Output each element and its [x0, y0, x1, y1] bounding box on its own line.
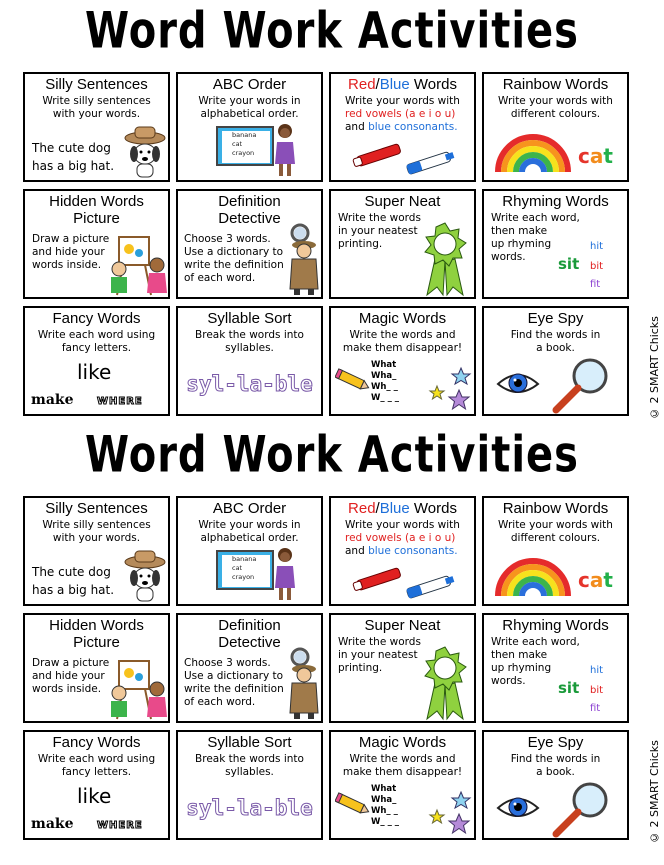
red-vowels-text: red vowels	[345, 532, 402, 544]
card-text	[345, 121, 458, 134]
award-ribbon-icon	[421, 221, 469, 297]
card-text: Write silly sentences	[42, 95, 151, 107]
rainbow-letter: a	[589, 568, 604, 592]
card-text: Use a dictionary to	[184, 670, 284, 682]
card-text: of each word.	[184, 696, 256, 708]
card-text: write the definition	[184, 259, 284, 271]
activity-sheet	[0, 0, 664, 425]
title-rest: Words	[409, 76, 457, 93]
rainbow-letter: a	[589, 144, 604, 168]
card-text: Write your words with	[498, 95, 613, 107]
fancy-word: like	[77, 784, 112, 808]
card-text: different colours.	[510, 108, 601, 120]
card-red-blue-words	[329, 496, 476, 606]
card-text: in your neatest	[338, 649, 418, 661]
card-eye-spy	[482, 730, 629, 840]
pencil-icon	[335, 366, 371, 396]
kids-painting-icon	[109, 655, 169, 721]
rhyme-word: bit	[590, 685, 604, 696]
magic-word: W_ _ _	[371, 817, 400, 827]
title-red: Red	[348, 500, 376, 517]
card-title: Rhyming Words	[502, 193, 609, 210]
card-text: up rhyming	[491, 662, 552, 674]
card-text: Write the words and	[349, 329, 456, 341]
board-word: banana	[232, 555, 257, 563]
magic-word: What	[371, 784, 397, 794]
card-title: ABC Order	[212, 500, 287, 517]
rainbow-letter: t	[603, 568, 613, 592]
card-text: Write your words with	[345, 95, 460, 107]
card-text: and hide your	[32, 246, 105, 258]
card-text	[345, 108, 455, 121]
card-title	[331, 76, 474, 93]
card-definition-detective	[176, 613, 323, 723]
card-text: fancy letters.	[61, 342, 132, 354]
magic-word: What	[371, 360, 397, 370]
card-syllable-sort	[176, 306, 323, 416]
card-text: then make	[491, 225, 548, 237]
card-hidden-words-picture	[23, 189, 170, 299]
card-title: Magic Words	[358, 734, 447, 751]
card-title: Definition	[218, 617, 281, 634]
example-sentence: has a big hat.	[32, 159, 115, 173]
card-title: Rhyming Words	[502, 617, 609, 634]
card-text: Write silly sentences	[42, 519, 151, 531]
card-text: fancy letters.	[61, 766, 132, 778]
sheet-title: Word Work Activities	[85, 2, 579, 60]
blue-consonants-text: blue consonants.	[368, 121, 458, 133]
card-title: Hidden Words	[49, 617, 144, 634]
card-text: up rhyming	[491, 238, 552, 250]
card-text: make them disappear!	[342, 766, 463, 778]
card-text: Write each word,	[491, 212, 580, 224]
card-text	[345, 532, 455, 545]
card-text: Write your words with	[498, 519, 613, 531]
markers-icon	[349, 562, 459, 602]
markers-icon	[349, 138, 459, 178]
detective-icon	[286, 647, 322, 721]
fancy-word: WHERE	[97, 396, 143, 407]
title-blue: Blue	[379, 500, 410, 517]
rhyme-word: hit	[590, 665, 604, 676]
card-title: Super Neat	[364, 617, 441, 634]
example-sentence: The cute dog	[32, 565, 111, 579]
fancy-word: make	[31, 816, 74, 832]
card-red-blue-words	[329, 72, 476, 182]
rainbow-word	[578, 144, 613, 168]
magic-word: Wha_	[371, 371, 397, 381]
card-title	[331, 500, 474, 517]
copyright-text: © 2 SMART Chicks	[648, 316, 661, 420]
detective-icon	[286, 223, 322, 297]
red-vowels-text: red vowels	[345, 108, 402, 120]
sheet-title: Word Work Activities	[85, 426, 579, 484]
card-text: Find the words in	[510, 753, 601, 765]
magic-word: Wh_ _	[371, 382, 398, 392]
card-text: Write each word using	[37, 753, 156, 765]
card-text: words inside.	[32, 259, 102, 271]
blue-consonants-text: blue consonants.	[368, 545, 458, 557]
board-word: crayon	[232, 149, 255, 157]
pencil-icon	[335, 790, 371, 820]
copyright-text: © 2 SMART Chicks	[648, 740, 661, 844]
syllable-word: syl-la-ble	[186, 796, 313, 820]
eye-and-magnifier-icon	[496, 780, 620, 838]
board-word: cat	[232, 564, 243, 572]
card-text: write the definition	[184, 683, 284, 695]
dog-with-hat-icon	[123, 124, 167, 180]
title-red: Red	[348, 76, 376, 93]
card-hidden-words-picture	[23, 613, 170, 723]
card-text: a book.	[536, 766, 575, 778]
rhyme-base-word: sit	[558, 679, 580, 697]
card-title: Eye Spy	[527, 734, 584, 751]
card-title: Super Neat	[364, 193, 441, 210]
eye-and-magnifier-icon	[496, 356, 620, 414]
card-title: Magic Words	[358, 310, 447, 327]
rainbow-icon	[494, 556, 572, 598]
card-text: Find the words in	[510, 329, 601, 341]
girl-icon	[274, 546, 296, 602]
and-text: and	[345, 545, 369, 557]
rainbow-letter: c	[578, 568, 590, 592]
card-text: in your neatest	[338, 225, 418, 237]
card-text: with your words.	[52, 108, 141, 120]
magic-word: W_ _ _	[371, 393, 400, 403]
card-text: Write the words	[338, 212, 421, 224]
card-rainbow-words	[482, 72, 629, 182]
card-abc-order	[176, 72, 323, 182]
card-title: Detective	[218, 210, 281, 227]
example-sentence: has a big hat.	[32, 583, 115, 597]
stars-icon	[423, 790, 475, 838]
card-title: Silly Sentences	[45, 76, 148, 93]
title-slash: /	[375, 76, 380, 93]
card-title: Eye Spy	[527, 310, 584, 327]
card-text: Choose 3 words.	[184, 657, 271, 669]
card-title: Rainbow Words	[502, 500, 609, 517]
stars-icon	[423, 366, 475, 414]
card-text: Write each word using	[37, 329, 156, 341]
card-text: different colours.	[510, 532, 601, 544]
card-magic-words	[329, 306, 476, 416]
fancy-word: WHERE	[97, 820, 143, 831]
card-fancy-words	[23, 730, 170, 840]
card-title: Fancy Words	[52, 310, 141, 327]
card-text: with your words.	[52, 532, 141, 544]
and-text: and	[345, 121, 369, 133]
award-ribbon-icon	[421, 645, 469, 721]
board-word: cat	[232, 140, 243, 148]
rhyme-word: bit	[590, 261, 604, 272]
rainbow-word	[578, 568, 613, 592]
girl-icon	[274, 122, 296, 178]
card-text: syllables.	[225, 342, 274, 354]
card-syllable-sort	[176, 730, 323, 840]
card-text: a book.	[536, 342, 575, 354]
dog-with-hat-icon	[123, 548, 167, 604]
rainbow-letter: c	[578, 144, 590, 168]
card-text: Draw a picture	[32, 657, 110, 669]
card-text: printing.	[338, 662, 383, 674]
card-definition-detective	[176, 189, 323, 299]
fancy-word: make	[31, 392, 74, 408]
title-slash: /	[375, 500, 380, 517]
card-text: Write each word,	[491, 636, 580, 648]
card-text: Write the words and	[349, 753, 456, 765]
example-sentence: The cute dog	[32, 141, 111, 155]
kids-painting-icon	[109, 231, 169, 297]
card-title: Detective	[218, 634, 281, 651]
card-text: Draw a picture	[32, 233, 110, 245]
card-eye-spy	[482, 306, 629, 416]
activity-sheet	[0, 424, 664, 849]
rhyme-word: fit	[590, 703, 601, 714]
card-rainbow-words	[482, 496, 629, 606]
card-title: Fancy Words	[52, 734, 141, 751]
card-silly-sentences	[23, 496, 170, 606]
board-word: banana	[232, 131, 257, 139]
card-silly-sentences	[23, 72, 170, 182]
card-text: Break the words into	[195, 753, 304, 765]
card-text: of each word.	[184, 272, 256, 284]
card-text: Use a dictionary to	[184, 246, 284, 258]
smartboard-icon	[216, 550, 274, 590]
card-title: Syllable Sort	[207, 310, 292, 327]
card-title: Rainbow Words	[502, 76, 609, 93]
card-text: Write your words in	[198, 95, 301, 107]
rhyme-base-word: sit	[558, 255, 580, 273]
card-text: syllables.	[225, 766, 274, 778]
smartboard-icon	[216, 126, 274, 166]
card-title: Silly Sentences	[45, 500, 148, 517]
rainbow-icon	[494, 132, 572, 174]
card-super-neat	[329, 613, 476, 723]
card-text: make them disappear!	[342, 342, 463, 354]
card-rhyming-words	[482, 189, 629, 299]
rhyme-word: fit	[590, 279, 601, 290]
card-fancy-words	[23, 306, 170, 416]
card-text: Write the words	[338, 636, 421, 648]
card-title: Syllable Sort	[207, 734, 292, 751]
card-text: printing.	[338, 238, 383, 250]
syllable-word: syl-la-ble	[186, 372, 313, 396]
card-text: Break the words into	[195, 329, 304, 341]
vowels-list: (a e i o u)	[404, 108, 456, 120]
card-title: Hidden Words	[49, 193, 144, 210]
card-title: Definition	[218, 193, 281, 210]
card-magic-words	[329, 730, 476, 840]
fancy-word: like	[77, 360, 112, 384]
card-title: ABC Order	[212, 76, 287, 93]
card-text: Choose 3 words.	[184, 233, 271, 245]
card-title: Picture	[73, 210, 120, 227]
card-text: Write your words in	[198, 519, 301, 531]
vowels-list: (a e i o u)	[404, 532, 456, 544]
card-text	[345, 545, 458, 558]
magic-word: Wh_ _	[371, 806, 398, 816]
rainbow-letter: t	[603, 144, 613, 168]
card-text: and hide your	[32, 670, 105, 682]
card-text: words.	[491, 675, 526, 687]
card-rhyming-words	[482, 613, 629, 723]
card-text: then make	[491, 649, 548, 661]
title-rest: Words	[409, 500, 457, 517]
rhyme-word: hit	[590, 241, 604, 252]
card-abc-order	[176, 496, 323, 606]
card-text: alphabetical order.	[200, 108, 299, 120]
card-text: Write your words with	[345, 519, 460, 531]
card-super-neat	[329, 189, 476, 299]
card-title: Picture	[73, 634, 120, 651]
card-text: words inside.	[32, 683, 102, 695]
card-text: words.	[491, 251, 526, 263]
card-text: alphabetical order.	[200, 532, 299, 544]
board-word: crayon	[232, 573, 255, 581]
magic-word: Wha_	[371, 795, 397, 805]
title-blue: Blue	[379, 76, 410, 93]
